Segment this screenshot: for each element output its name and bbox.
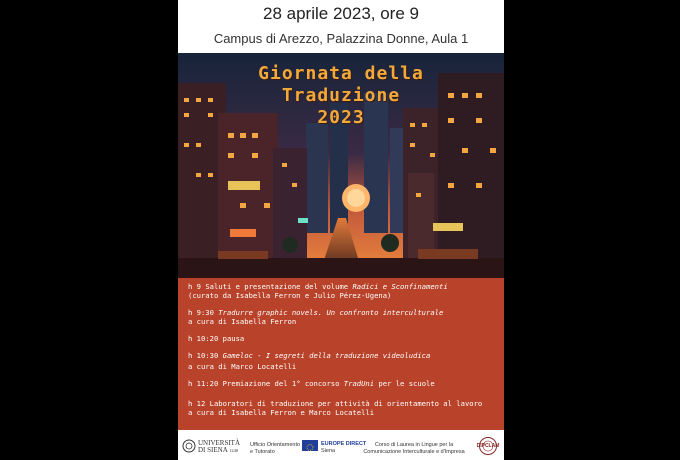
program-entry: [188, 379, 498, 388]
degree-course: [358, 442, 470, 455]
dipclam-logo: DIPCLAM: [476, 443, 500, 449]
event-poster: [178, 0, 504, 460]
entry-text: pausa: [222, 334, 245, 343]
degree-line-1: Corso di Laurea in Lingue per la: [374, 442, 454, 448]
entry-title: Gameloc - I segreti della traduzione videoludica: [222, 351, 431, 360]
europe-direct-city: Siena: [321, 447, 336, 454]
program-entry: [188, 334, 498, 343]
entry-text: per le scuole: [374, 379, 435, 388]
event-location: Campus di Arezzo, Palazzina Donne, Aula 1: [213, 31, 469, 46]
program-schedule: [178, 278, 504, 430]
entry-detail: (curato da Isabella Ferron e Julio Pérez-Ugena): [188, 291, 392, 301]
entry-time: h 12: [188, 399, 206, 408]
title-line-1: Giornata della: [258, 63, 424, 84]
event-title: [178, 63, 504, 129]
program-entry: [188, 282, 498, 301]
entry-title: Radici e Sconfinamenti: [352, 282, 448, 291]
entry-text: Saluti e presentazione del volume: [205, 282, 353, 291]
event-date: 28 aprile 2023, ore 9: [263, 4, 419, 23]
title-line-3: 2023: [317, 107, 365, 128]
title-line-2: Traduzione: [281, 85, 401, 106]
unisi-name-2: DI SIENA: [198, 446, 228, 454]
program-entry: [188, 399, 498, 418]
entry-text: Premiazione del 1° concorso: [222, 379, 344, 388]
entry-detail: a cura di Isabella Ferron e Marco Locatelli: [188, 408, 375, 418]
program-entry: [188, 308, 498, 327]
entry-text: Laboratori di traduzione per attività di orientamento al lavoro: [209, 399, 483, 408]
entry-time: h 9:30: [188, 308, 214, 317]
orientation-office: [250, 442, 300, 455]
degree-line-2: Comunicazione Interculturale e d'Impresa: [363, 448, 465, 455]
unisi-year: 1240: [229, 448, 239, 453]
entry-time: h 9: [188, 282, 201, 291]
entry-time: h 10:30: [188, 351, 219, 360]
program-entry: [188, 351, 498, 372]
entry-detail: a cura di Isabella Ferron: [188, 317, 297, 327]
entry-title: TradUni: [343, 379, 375, 388]
unisi-logo: [198, 440, 240, 454]
entry-time: h 11:20: [188, 379, 219, 388]
entry-title: Tradurre graphic novels. Un confronto interculturale: [218, 308, 444, 317]
europe-direct-name: EUROPE DIRECT: [321, 441, 367, 447]
eu-flag-icon: [302, 440, 318, 451]
entry-detail: a cura di Marco Locatelli: [188, 362, 297, 372]
unisi-seal-icon: [182, 439, 196, 453]
office-line-2: e Tutorato: [250, 448, 275, 455]
unisi-name-1: UNIVERSITÀ: [198, 439, 240, 447]
entry-time: h 10:20: [188, 334, 219, 343]
sponsor-footer: [178, 430, 504, 460]
office-line-1: Ufficio Orientamento: [250, 442, 301, 448]
